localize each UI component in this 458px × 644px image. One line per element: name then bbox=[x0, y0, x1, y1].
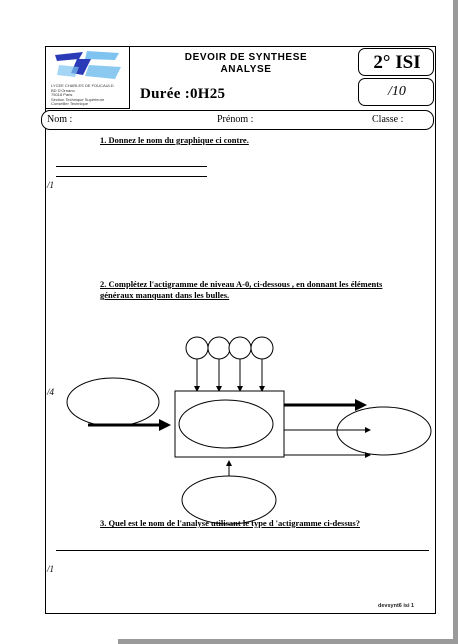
logo-line-3: 75018 Paris bbox=[51, 92, 73, 98]
question-3: 3. Quel est le nom de l'analyse utilisant le type d 'actigramme ci-dessus? bbox=[100, 518, 360, 528]
input-bubble bbox=[67, 378, 159, 426]
exam-title-line-2: ANALYSE bbox=[220, 64, 272, 75]
prenom-label: Prénom : bbox=[217, 114, 254, 125]
class-label: 2° ISI bbox=[373, 52, 421, 73]
control-bubble-1 bbox=[186, 337, 208, 359]
score-2: /4 bbox=[47, 387, 55, 397]
control-arrows bbox=[197, 359, 262, 391]
control-bubbles bbox=[186, 337, 273, 359]
question-2-line-1: 2. Complétez l'actigramme de niveau A-0, ci-dessous , en donnant les éléments bbox=[100, 279, 383, 289]
logo-line-2: BD D'Ornano bbox=[51, 87, 75, 93]
answer-line-3 bbox=[56, 550, 429, 551]
control-bubble-2 bbox=[208, 337, 230, 359]
footer-reference: devsynt6 isi 1 bbox=[378, 603, 415, 609]
score-1: /1 bbox=[47, 180, 55, 190]
support-bubble bbox=[182, 476, 276, 524]
logo-line-5: Conseiller Technique bbox=[51, 101, 89, 107]
control-bubble-3 bbox=[229, 337, 251, 359]
exam-title-line-1: DEVOIR DE SYNTHESE bbox=[184, 52, 308, 63]
logo-line-4: Section Technique Supérieure bbox=[51, 96, 105, 102]
nom-label: Nom : bbox=[47, 114, 73, 125]
score-3: /1 bbox=[47, 564, 55, 574]
question-1: 1. Donnez le nom du graphique ci contre. bbox=[100, 135, 249, 145]
output-bubble bbox=[337, 407, 431, 455]
function-bubble bbox=[179, 400, 273, 448]
page-shadow-bottom bbox=[118, 639, 458, 644]
page-shadow-right bbox=[453, 0, 458, 644]
control-bubble-4 bbox=[251, 337, 273, 359]
question-2-line-2: généraux manquant dans les bulles. bbox=[100, 290, 230, 300]
grade-label: /10 bbox=[388, 84, 406, 99]
exam-duration: Durée :0H25 bbox=[140, 86, 226, 102]
logo-school-name: LYCEE CHARLES DE FOUCAULD bbox=[51, 83, 114, 88]
classe-label: Classe : bbox=[372, 114, 404, 125]
